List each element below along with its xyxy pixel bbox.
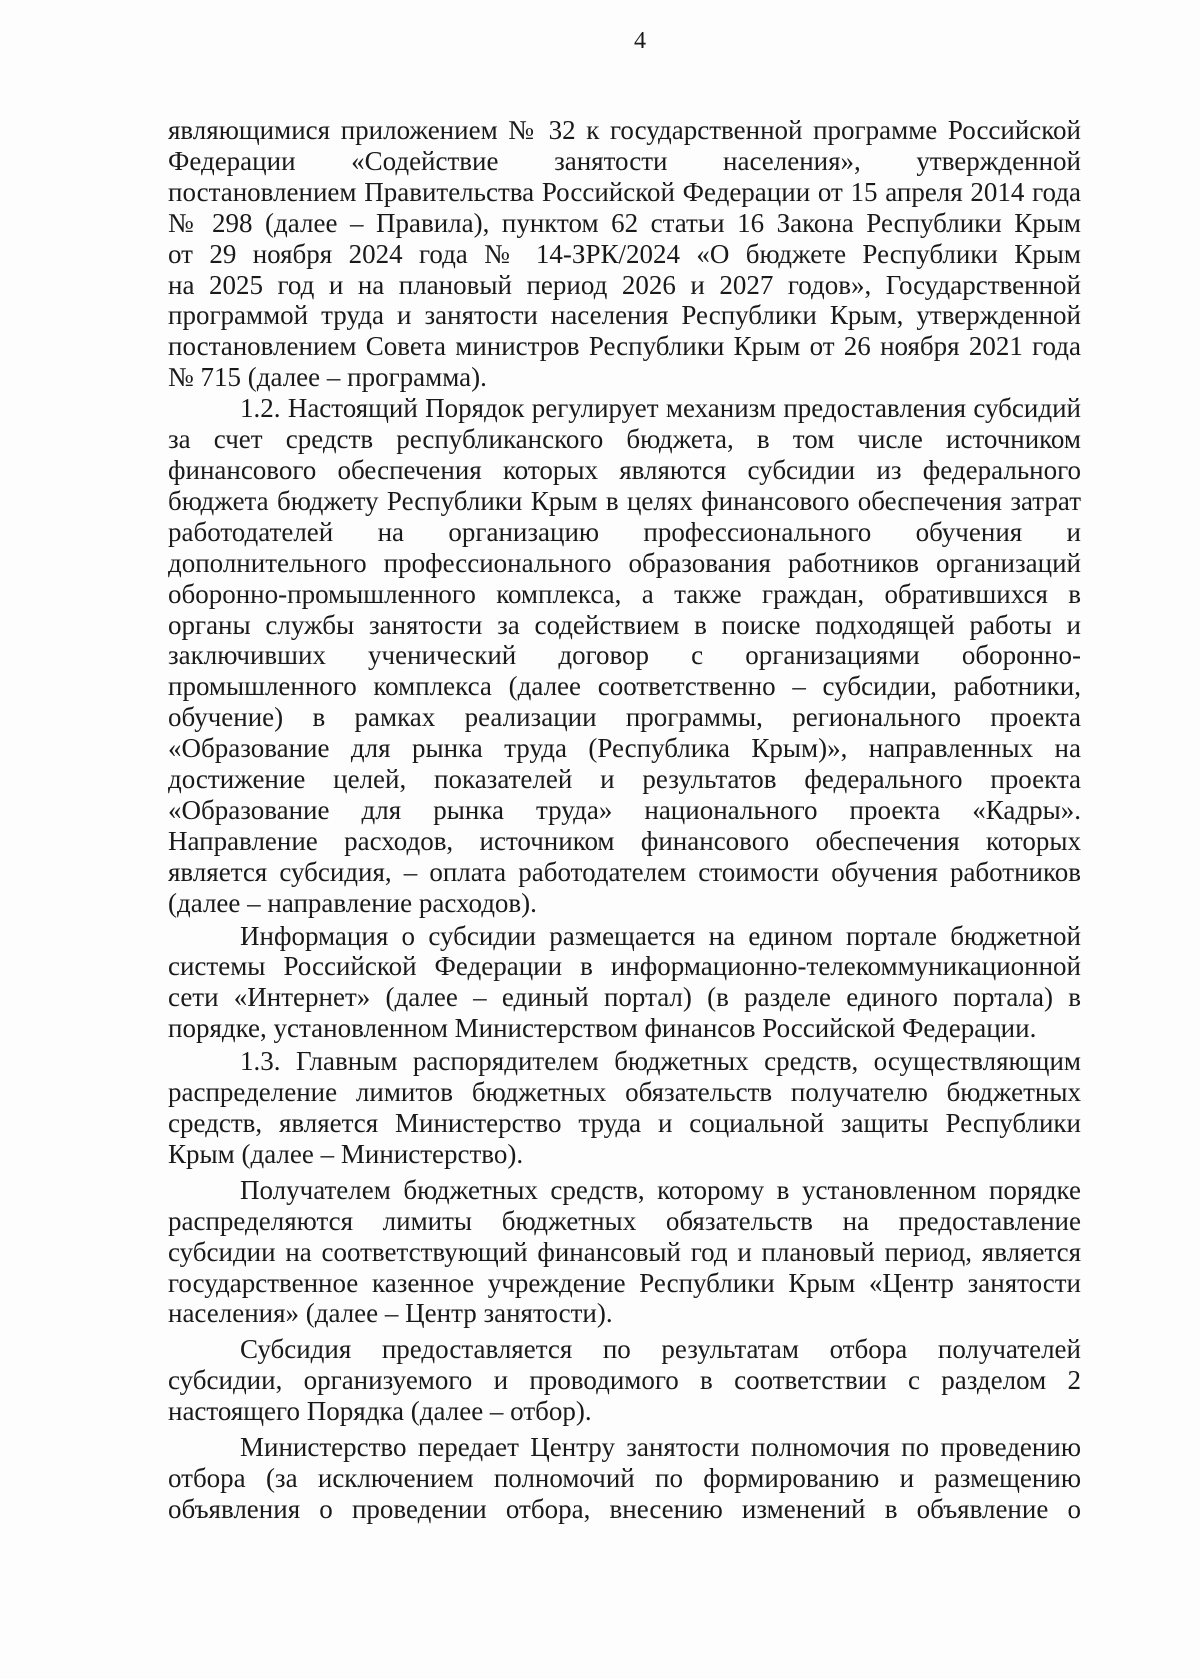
text-line: объявления о проведении отбора, внесению изменений в объявление о bbox=[168, 1493, 1081, 1524]
page-number: 4 bbox=[634, 28, 646, 54]
text-line: органы службы занятости за содействием в поиске подходящей работы и bbox=[168, 609, 1081, 640]
text-line: Министерство передает Центру занятости полномочия по проведению bbox=[240, 1432, 1081, 1463]
text-line: оборонно-промышленного комплекса, а также граждан, обратившихся в bbox=[168, 578, 1081, 609]
text-line: постановлением Правительства Российской Федерации от 15 апреля 2014 года bbox=[168, 176, 1081, 207]
text-line: настоящего Порядка (далее – отбор). bbox=[168, 1396, 592, 1427]
text-line: распределяются лимиты бюджетных обязательств на предоставление bbox=[168, 1205, 1081, 1236]
text-line: за счет средств республиканского бюджета, в том числе источником bbox=[168, 424, 1081, 455]
text-line: заключивших ученический договор с организациями оборонно- bbox=[168, 640, 1081, 671]
paragraph-1-3 bbox=[168, 1046, 1081, 1170]
paragraph bbox=[168, 921, 1081, 1045]
text-line: на 2025 год и на плановый период 2026 и 2027 годов», Государственной bbox=[168, 269, 1081, 300]
paragraph bbox=[168, 115, 1081, 393]
text-line: субсидии на соответствующий финансовый год и плановый период, является bbox=[168, 1236, 1081, 1267]
text-line: Получателем бюджетных средств, которому в установленном порядке bbox=[240, 1174, 1081, 1205]
document-body bbox=[168, 115, 1081, 1525]
text-line: является субсидия, – оплата работодателем стоимости обучения работников bbox=[168, 856, 1081, 887]
text-line: являющимися приложением № 32 к государственной программе Российской bbox=[168, 115, 1081, 145]
text-line: (далее – направление расходов). bbox=[168, 887, 537, 918]
text-line: «Образование для рынка труда» национального проекта «Кадры». bbox=[168, 794, 1081, 825]
text-line: 1.2. Настоящий Порядок регулирует механизм предоставления субсидий bbox=[240, 393, 1081, 424]
text-line: Информация о субсидии размещается на едином портале бюджетной bbox=[240, 920, 1081, 951]
text-line: Направление расходов, источником финансового обеспечения которых bbox=[168, 825, 1081, 856]
text-line: Федерации «Содействие занятости населения», утвержденной bbox=[168, 145, 1081, 176]
text-line: постановлением Совета министров Республики Крым от 26 ноября 2021 года bbox=[168, 331, 1081, 362]
text-line: № 298 (далее – Правила), пунктом 62 статьи 16 Закона Республики Крым bbox=[168, 207, 1081, 238]
text-line: распределение лимитов бюджетных обязательств получателю бюджетных bbox=[168, 1077, 1081, 1108]
paragraph bbox=[168, 1175, 1081, 1330]
text-line: «Образование для рынка труда (Республика Крым)», направленных на bbox=[168, 733, 1081, 764]
text-line: работодателей на организацию профессионального обучения и bbox=[168, 516, 1081, 547]
text-line: Субсидия предоставляется по результатам отбора получателей bbox=[240, 1334, 1081, 1365]
text-line: сети «Интернет» (далее – единый портал) (в разделе единого портала) в bbox=[168, 982, 1081, 1013]
text-line: средств, является Министерство труда и социальной защиты Республики bbox=[168, 1108, 1081, 1138]
text-line: населения» (далее – Центр занятости). bbox=[168, 1298, 613, 1329]
text-line: 1.3. Главным распорядителем бюджетных средств, осуществляющим bbox=[240, 1046, 1081, 1077]
text-line: бюджета бюджету Республики Крым в целях финансового обеспечения затрат bbox=[168, 485, 1081, 516]
paragraph-1-2 bbox=[168, 393, 1081, 918]
text-line: программой труда и занятости населения Республики Крым, утвержденной bbox=[168, 300, 1081, 331]
paragraph bbox=[168, 1432, 1081, 1525]
paragraph bbox=[168, 1334, 1081, 1427]
text-line: дополнительного профессионального образования работников организаций bbox=[168, 547, 1081, 578]
text-line: Крым (далее – Министерство). bbox=[168, 1138, 524, 1169]
text-line: финансового обеспечения которых являются субсидии из федерального bbox=[168, 454, 1081, 485]
text-line: государственное казенное учреждение Республики Крым «Центр занятости bbox=[168, 1267, 1081, 1298]
text-line: системы Российской Федерации в информационно-телекоммуникационной bbox=[168, 951, 1081, 982]
text-line: отбора (за исключением полномочий по формированию и размещению bbox=[168, 1462, 1081, 1493]
text-line: порядке, установленном Министерством финансов Российской Федерации. bbox=[168, 1013, 1037, 1044]
text-line: промышленного комплекса (далее соответственно – субсидии, работники, bbox=[168, 671, 1081, 702]
text-line: обучение) в рамках реализации программы, регионального проекта bbox=[168, 702, 1081, 733]
text-line: достижение целей, показателей и результатов федерального проекта bbox=[168, 764, 1081, 795]
text-line: № 715 (далее – программа). bbox=[168, 362, 487, 393]
text-line: от 29 ноября 2024 года № 14-ЗРК/2024 «О бюджете Республики Крым bbox=[168, 238, 1081, 269]
text-line: субсидии, организуемого и проводимого в соответствии с разделом 2 bbox=[168, 1365, 1081, 1396]
